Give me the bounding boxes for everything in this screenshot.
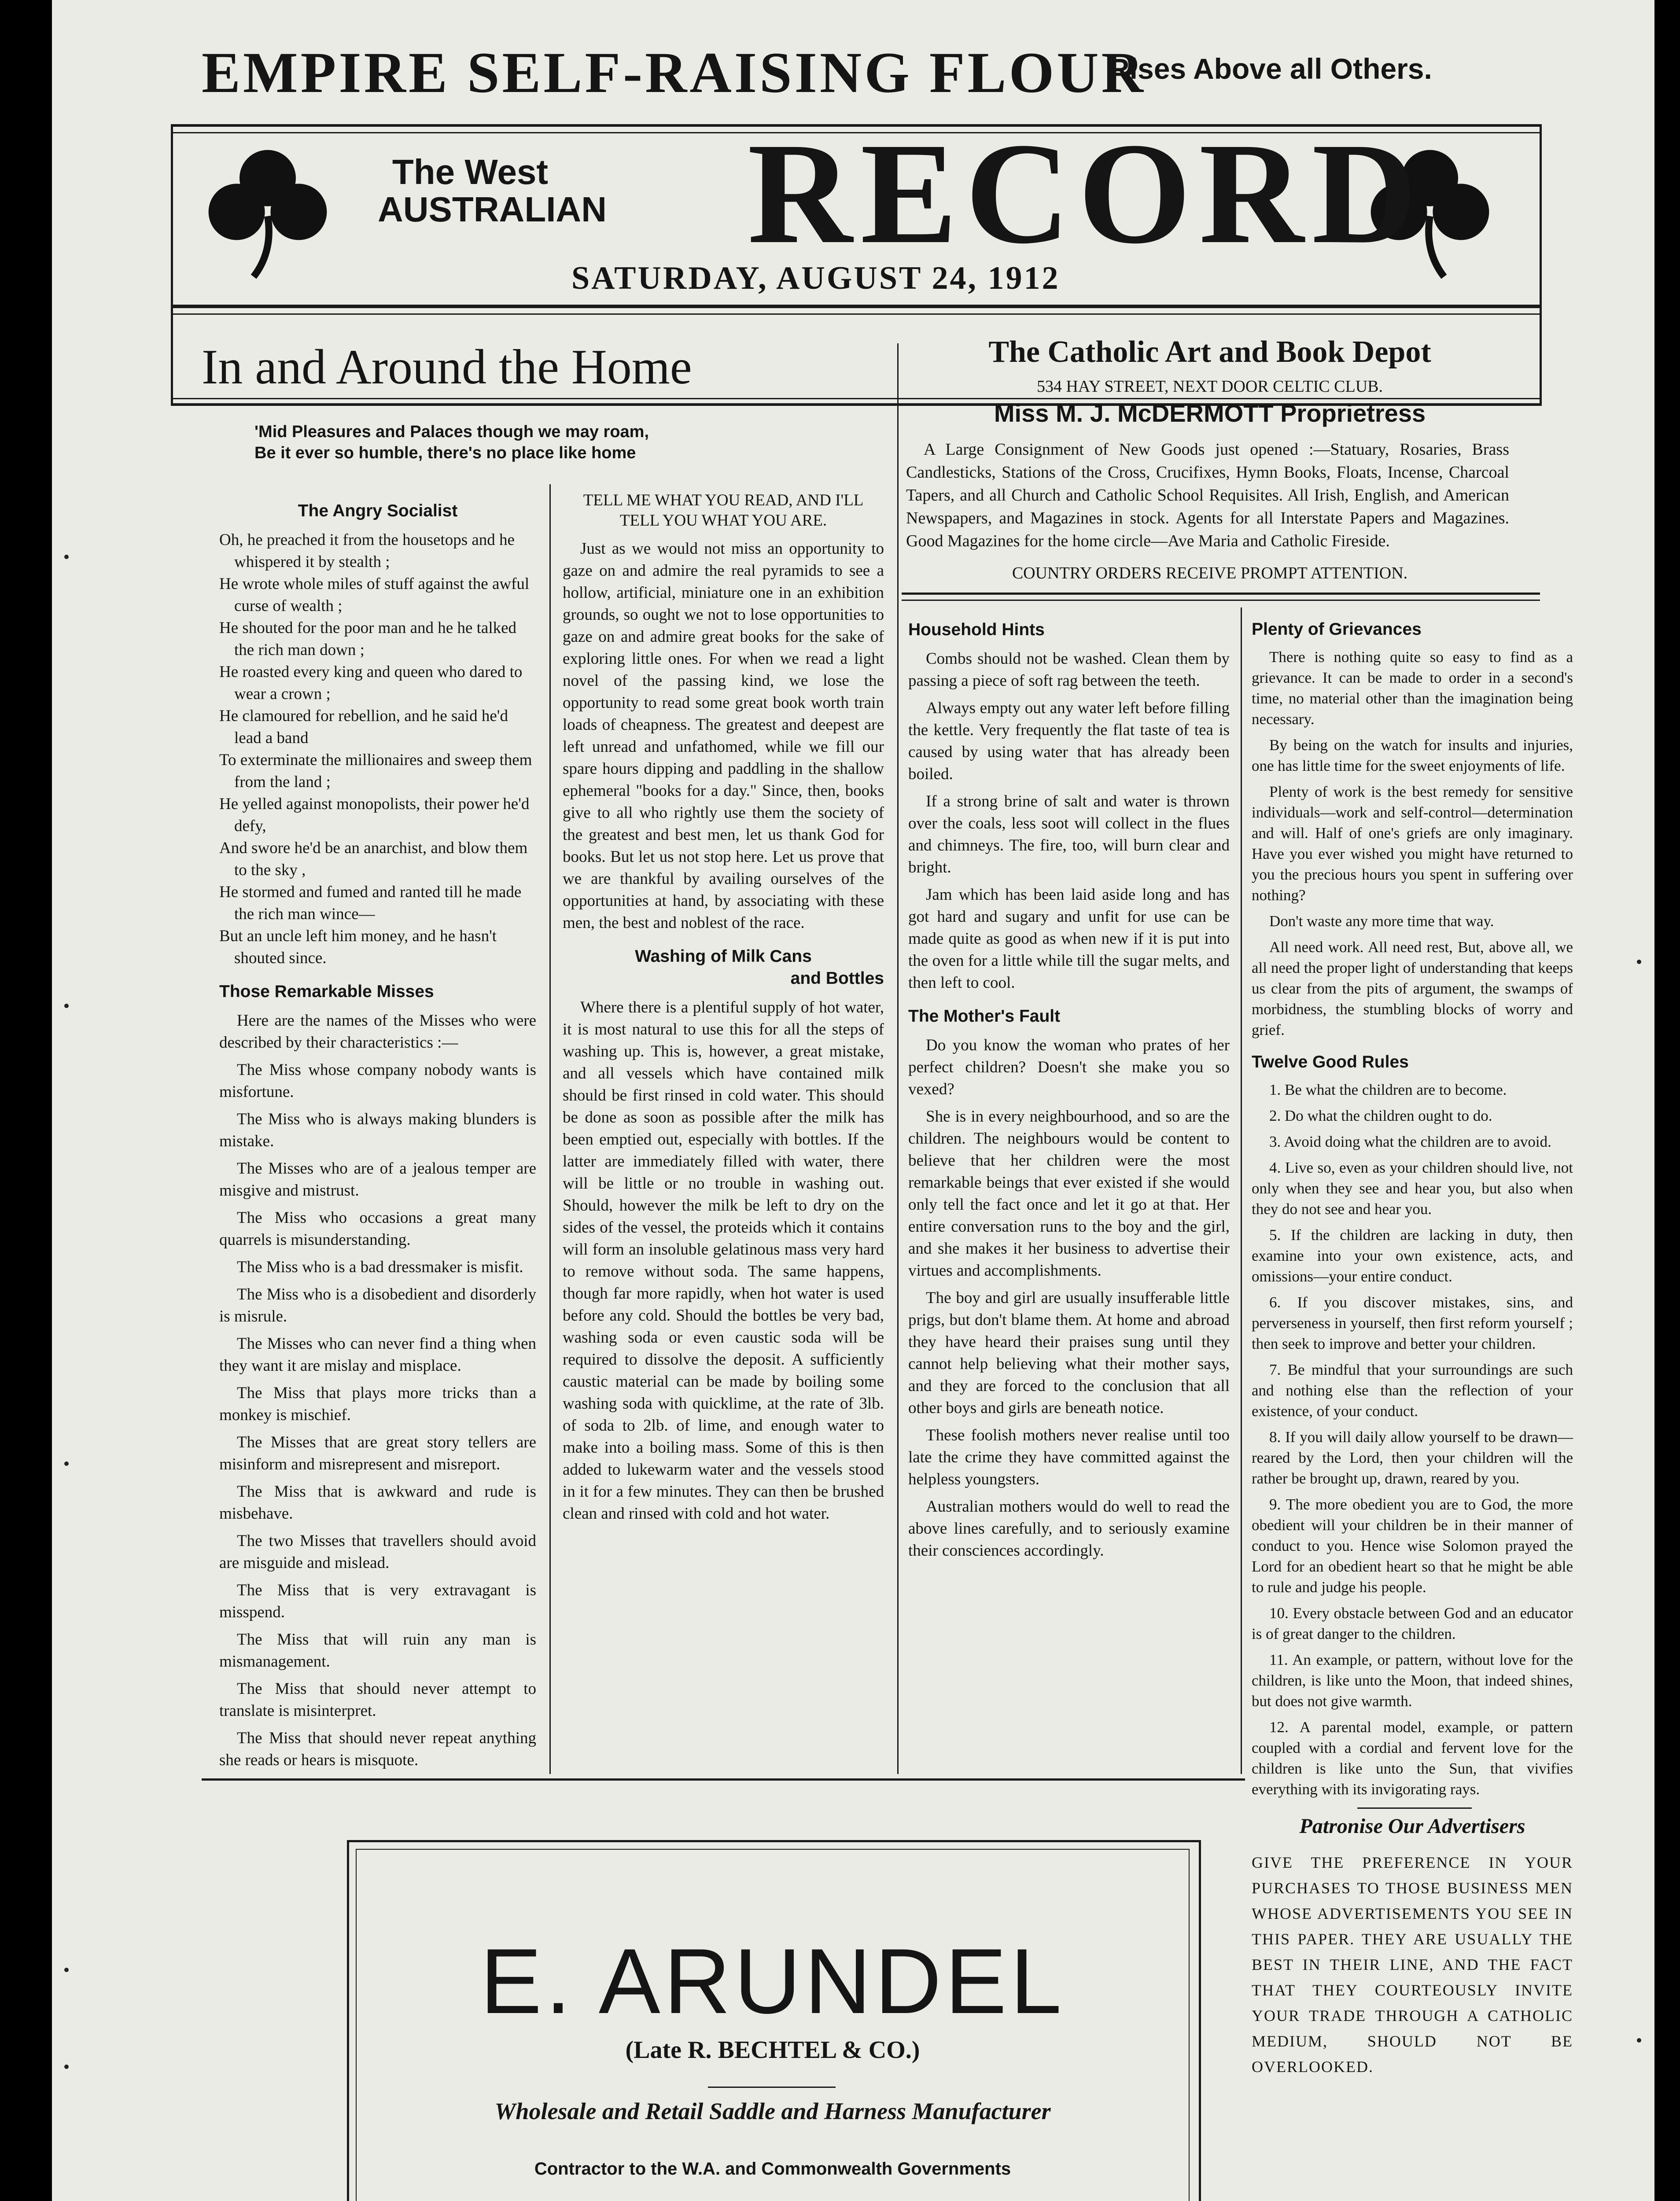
banner-tagline: Rises Above all Others. — [1109, 52, 1432, 85]
title-the-west: The West — [392, 152, 549, 191]
misses-item: The Miss that plays more tricks than a monkey is mischief. — [219, 1384, 536, 1424]
misses-item: The Miss who is a disobedient and disorderly is misrule. — [219, 1285, 536, 1325]
rule-item: 9. The more obedient you are to God, the more obedient will your children be in their manner of conduct to you. Hence wise Solomon prayed the Lord for an obedient heart so that he might be able to rule and judge his people. — [1252, 1496, 1573, 1596]
column-4 — [1252, 607, 1573, 2080]
arundel-name: E. ARUNDEL — [480, 1929, 1065, 2033]
reading-paragraph: Just as we would not miss an opportunity to gaze on and admire the real pyramids to see a hollow, artificial, miniature one in an exhibition grounds, so ought we not to lose opportunities to gaze on and admire great books for the sake of exploring little ones. For when we read a light novel of the passing kind, we lose the opportunity to read some great book worth train loads of cheapness. The greatest and deepest are left unread and unfathomed, while we fill our spare hours dipping and paddling in the shallow ephemeral "books for a day." Since, then, books give to all who rightly use them the society of the greatest and best men, let us thank God for books. But let us not stop here. Let us prove that we are thankful by availing ourselves of the opportunities at hand, by associating with these men, the best and noblest of the race. — [563, 540, 884, 932]
arundel-trade: Wholesale and Retail Saddle and Harness Manufacturer — [494, 2098, 1051, 2124]
patronise-text: GIVE THE PREFERENCE IN YOUR PURCHASES TO THOSE BUSINESS MEN WHOSE ADVERTISEMENTS YOU SEE IN THIS PAPER. THEY ARE USUALLY THE BEST IN THEIR LINE, AND THE FACT THAT THEY COURTEOUSLY INVITE YOUR TRADE THROUGH A CATHOLIC MEDIUM, SHOULD NOT BE OVERLOOKED. — [1252, 1854, 1573, 2076]
mother-paragraph: The boy and girl are usually insufferable little prigs, but don't blame them. At home and abroad they have heard their praises sung until they cannot help believing what their mother says, and they are forced to the conclusion that all other boys and girls are beneath notice. — [908, 1289, 1230, 1417]
heading-twelve-rules: Twelve Good Rules — [1252, 1053, 1409, 1071]
section-title-home: In and Around the Home — [202, 340, 692, 394]
poem-line: He shouted for the poor man and he he talked the rich man down ; — [219, 619, 517, 659]
rule-item: 11. An example, or pattern, without love for the children, is like unto the Moon, that indeed shines, but does not give warmth. — [1252, 1651, 1573, 1710]
mother-paragraph: Do you know the woman who prates of her perfect children? Doesn't she make you so vexed? — [908, 1036, 1230, 1098]
rule-item: 1. Be what the children are to become. — [1269, 1081, 1507, 1098]
grievance-paragraph: By being on the watch for insults and injuries, one has little time for the sweet enjoyments of life. — [1252, 736, 1573, 774]
rule-item: 3. Avoid doing what the children are to avoid. — [1269, 1133, 1551, 1150]
depot-body: A Large Consignment of New Goods just opened :—Statuary, Rosaries, Brass Candlesticks, Stations of the Cross, Crucifixes, Hymn Books, Floats, Incense, Charcoal Tapers, and all Church and Catholic School Requisites. All Irish, English, and American Newspapers, and Magazines in stock. Agents for all Interstate Papers and Magazines. Good Magazines for the home circle—Ave Maria and Catholic Fireside. — [906, 440, 1509, 550]
mother-paragraph: Australian mothers would do well to read the above lines carefully, and to seriously examine their consciences accordingly. — [908, 1498, 1230, 1560]
rule-item: 7. Be mindful that your surroundings are such and nothing else than the reflection of your existence, of your conduct. — [1252, 1361, 1573, 1420]
rule-item: 8. If you will daily allow yourself to be drawn—reared by the Lord, then your children will the rather be brought up, drawn, reared by you. — [1252, 1428, 1573, 1487]
heading-milk-cans: Washing of Milk Cans — [635, 947, 812, 966]
heading-remarkable-misses: Those Remarkable Misses — [219, 982, 434, 1001]
poem-line: But an uncle left him money, and he hasn't shouted since. — [219, 927, 497, 967]
poem-line: To exterminate the millionaires and sweep them from the land ; — [219, 751, 532, 791]
poem-line: He clamoured for rebellion, and he said he'd lead a band — [219, 707, 508, 747]
misses-item: The Miss that is awkward and rude is misbehave. — [219, 1483, 536, 1523]
poem-line: He stormed and fumed and ranted till he made the rich man wince— — [219, 883, 522, 923]
misses-item: The Miss who is always making blunders is mistake. — [219, 1110, 536, 1150]
heading-patronise: Patronise Our Advertisers — [1299, 1815, 1525, 1838]
grievance-paragraph: All need work. All need rest, But, above all, we all need the proper light of understanding that keeps us clear from the pits of argument, the swamps of morbidness, the stumbling blocks of worry and grief. — [1252, 939, 1573, 1038]
column-1 — [219, 489, 536, 1777]
depot-address: 534 HAY STREET, NEXT DOOR CELTIC CLUB. — [1036, 377, 1383, 396]
grievance-paragraph: There is nothing quite so easy to find as a grievance. It can be made to order in a second's time, no material other than the imagination being necessary. — [1252, 648, 1573, 728]
column-3 — [908, 607, 1230, 1567]
title-record: RECORD — [748, 113, 1425, 274]
title-australian: AUSTRALIAN — [378, 190, 607, 229]
newspaper-page — [52, 0, 1654, 2201]
shamrock-icon-left — [197, 136, 338, 282]
misses-item: The Miss who is a bad dressmaker is misfit. — [237, 1258, 523, 1276]
heading-mothers-fault: The Mother's Fault — [908, 1007, 1061, 1026]
hint-paragraph: Combs should not be washed. Clean them by passing a piece of soft rag between the teeth. — [908, 650, 1230, 690]
poem-line: He roasted every king and queen who dared to wear a crown ; — [219, 663, 523, 703]
heading-tell-me: TELL ME WHAT YOU READ, AND I'LL TELL YOU WHAT YOU ARE. — [583, 491, 864, 530]
depot-proprietress: Miss M. J. McDERMOTT Proprietress — [994, 399, 1426, 427]
milk-paragraph: Where there is a plentiful supply of hot water, it is most natural to use this for all the steps of washing up. This is, however, a great mistake, and all vessels which have contained milk should be first rinsed in cold water. This should be done as soon as possible after the milk has been emptied out, especially with bottles. If the latter are immediately filled with water, there will be little or no trouble in washing out. Should, however the milk be left to dry on the sides of the vessel, the proteids which it contains will form an insoluble gelatinous mass very hard to remove without soda. The same happens, though far more rapidly, when hot water is used before any cold. Should the bottles be very bad, washing soda or even caustic soda will be required to dissolve the deposit. A sufficiently caustic material can be made by boiling some washing soda with quicklime, at the rate of 3lb. of soda to 2lb. of lime, and enough water to make into a boiling mass. Some of this is then added to lukewarm water and the vessels stood in it for a few minutes. They can then be brushed clean and rinsed with cold and hot water. — [563, 998, 884, 1523]
misses-item: The Miss that should never repeat anything she reads or hears is misquote. — [219, 1729, 536, 1769]
heading-milk-cans-2: and Bottles — [790, 969, 884, 988]
arundel-contractor: Contractor to the W.A. and Commonwealth Governments — [534, 2159, 1011, 2179]
poem-line: Oh, he preached it from the housetops and he whispered it by stealth ; — [219, 531, 515, 571]
banner-flour: EMPIRE SELF-RAISING FLOUR — [202, 40, 1146, 105]
depot-title: The Catholic Art and Book Depot — [988, 335, 1431, 369]
misses-item: The Miss whose company nobody wants is misfortune. — [219, 1061, 536, 1101]
poem-line: He yelled against monopolists, their power he'd defy, — [219, 795, 530, 835]
column-2 — [563, 489, 884, 1530]
rule-item: 10. Every obstacle between God and an educator is of great danger to the children. — [1252, 1605, 1573, 1642]
poem-line: And swore he'd be an anarchist, and blow them to the sky , — [219, 839, 528, 879]
issue-date: SATURDAY, AUGUST 24, 1912 — [571, 260, 1060, 296]
misses-item: The Miss that should never attempt to translate is misinterpret. — [219, 1680, 536, 1720]
poem-line: He wrote whole miles of stuff against the awful curse of wealth ; — [219, 575, 530, 615]
misses-item: The two Misses that travellers should avoid are misguide and mislead. — [219, 1532, 536, 1572]
misses-item: The Miss that is very extravagant is misspend. — [219, 1581, 536, 1621]
rule-item: 2. Do what the children ought to do. — [1269, 1107, 1492, 1124]
misses-item: The Misses who are of a jealous temper are misgive and mistrust. — [219, 1159, 536, 1200]
rule-item: 12. A parental model, example, or pattern coupled with a cordial and fervent love for the children is like unto the Sun, that vivifies everything with its invigorating rays. — [1252, 1719, 1573, 1798]
grievance-paragraph: Plenty of work is the best remedy for sensitive individuals—work and self-control—determination and will. Half of one's griefs are only imaginary. Have you ever wished you might have returned to you the precious hours you spent in suffering over nothing? — [1252, 783, 1573, 904]
heading-household-hints: Household Hints — [908, 620, 1045, 639]
heading-grievances: Plenty of Grievances — [1252, 620, 1422, 639]
motto-line-1: 'Mid Pleasures and Palaces though we may roam, — [254, 423, 649, 441]
depot-orders: COUNTRY ORDERS RECEIVE PROMPT ATTENTION. — [1012, 564, 1408, 582]
hint-paragraph: Jam which has been laid aside long and has got hard and sugary and unfit for use can be made quite as good as when new if it is put into the oven for a little while till the sugar melts, and then left to cool. — [908, 886, 1230, 992]
hint-paragraph: If a strong brine of salt and water is thrown over the coals, less soot will collect in the flues and chimneys. The fire, too, will burn clear and bright. — [908, 792, 1230, 876]
misses-item: The Misses who can never find a thing when they want it are mislay and misplace. — [219, 1335, 536, 1375]
misses-item: The Misses that are great story tellers are misinform and misrepresent and misreport. — [219, 1433, 536, 1473]
hint-paragraph: Always empty out any water left before filling the kettle. Very frequently the flat taste of tea is caused by using water that has already been boiled. — [908, 699, 1230, 783]
grievance-paragraph: Don't waste any more time that way. — [1269, 913, 1494, 930]
mother-paragraph: She is in every neighbourhood, and so are the children. The neighbours would be content to believe that her children were the most remarkable beings that ever existed if she would only tell the fact once and let it go at that. Her entire conversation runs to the boy and the girl, and she makes it her business to advertise their virtues and accomplishments. — [908, 1108, 1230, 1280]
mother-paragraph: These foolish mothers never realise until too late the crime they have committed against the helpless youngsters. — [908, 1426, 1230, 1488]
arundel-late: (Late R. BECHTEL & CO.) — [625, 2036, 920, 2064]
heading-angry-socialist: The Angry Socialist — [298, 501, 458, 520]
misses-item: The Miss who occasions a great many quarrels is misunderstanding. — [219, 1209, 536, 1249]
rule-item: 5. If the children are lacking in duty, then examine into your own existence, acts, and omissions—your entire conduct. — [1252, 1226, 1573, 1285]
rule-item: 4. Live so, even as your children should live, not only when they see and hear you, but also when they do not see and hear you. — [1252, 1159, 1573, 1218]
motto-line-2: Be it ever so humble, there's no place like home — [254, 444, 636, 462]
misses-item: The Miss that will ruin any man is mismanagement. — [219, 1631, 536, 1671]
rule-item: 6. If you discover mistakes, sins, and perverseness in yourself, then first reform yourself ; then seek to improve and better your children. — [1252, 1294, 1573, 1352]
misses-intro: Here are the names of the Misses who were described by their characteristics :— — [219, 1012, 536, 1052]
